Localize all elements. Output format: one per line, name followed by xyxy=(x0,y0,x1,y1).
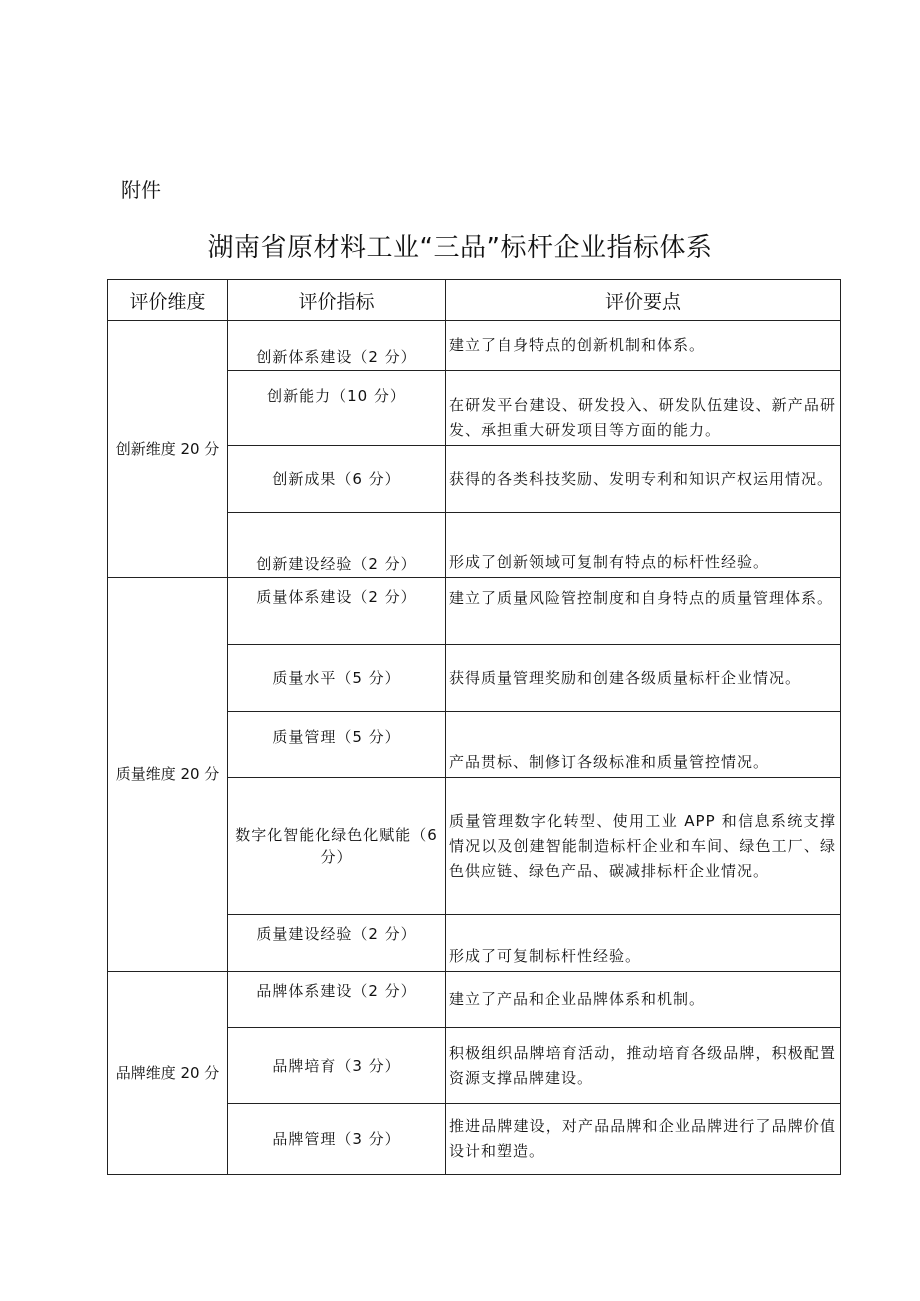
document-title: 湖南省原材料工业“三品”标杆企业指标体系 xyxy=(207,233,713,263)
table-row xyxy=(108,321,841,371)
point-cell: 在研发平台建设、研发投入、研发队伍建设、新产品研发、承担重大研发项目等方面的能力。 xyxy=(446,371,841,446)
point-cell: 建立了产品和企业品牌体系和机制。 xyxy=(446,972,841,1028)
indicator-cell: 创新建设经验（2 分） xyxy=(228,513,446,578)
indicator-cell: 品牌管理（3 分） xyxy=(228,1104,446,1175)
point-cell: 形成了可复制标杆性经验。 xyxy=(446,915,841,972)
point-cell: 形成了创新领域可复制有特点的标杆性经验。 xyxy=(446,513,841,578)
header-indicator: 评价指标 xyxy=(228,280,446,321)
indicator-cell: 数字化智能化绿色化赋能（6 分） xyxy=(228,778,446,915)
indicator-cell: 质量体系建设（2 分） xyxy=(228,578,446,645)
indicator-cell: 创新体系建设（2 分） xyxy=(228,321,446,371)
point-cell: 建立了自身特点的创新机制和体系。 xyxy=(446,321,841,371)
indicator-cell: 创新能力（10 分） xyxy=(228,371,446,446)
indicator-cell: 质量水平（5 分） xyxy=(228,645,446,712)
indicator-table xyxy=(107,279,841,1175)
dimension-cell: 创新维度 20 分 xyxy=(108,321,228,578)
attachment-label: 附件 xyxy=(121,178,161,202)
dimension-cell: 品牌维度 20 分 xyxy=(108,972,228,1175)
point-cell: 建立了质量风险管控制度和自身特点的质量管理体系。 xyxy=(446,578,841,645)
header-points: 评价要点 xyxy=(446,280,841,321)
indicator-cell: 品牌培育（3 分） xyxy=(228,1028,446,1104)
indicator-cell: 创新成果（6 分） xyxy=(228,446,446,513)
table-row xyxy=(108,578,841,645)
indicator-cell: 质量建设经验（2 分） xyxy=(228,915,446,972)
point-cell: 获得质量管理奖励和创建各级质量标杆企业情况。 xyxy=(446,645,841,712)
dimension-cell: 质量维度 20 分 xyxy=(108,578,228,972)
point-cell: 质量管理数字化转型、使用工业 APP 和信息系统支撑情况以及创建智能制造标杆企业和车间、绿色工厂、绿色供应链、绿色产品、碳减排标杆企业情况。 xyxy=(446,778,841,915)
header-dimension: 评价维度 xyxy=(108,280,228,321)
indicator-cell: 质量管理（5 分） xyxy=(228,712,446,778)
table-row xyxy=(108,972,841,1028)
point-cell: 积极组织品牌培育活动，推动培育各级品牌，积极配置资源支撑品牌建设。 xyxy=(446,1028,841,1104)
table-header-row xyxy=(108,280,841,321)
point-cell: 产品贯标、制修订各级标准和质量管控情况。 xyxy=(446,712,841,778)
point-cell: 获得的各类科技奖励、发明专利和知识产权运用情况。 xyxy=(446,446,841,513)
indicator-cell: 品牌体系建设（2 分） xyxy=(228,972,446,1028)
point-cell: 推进品牌建设，对产品品牌和企业品牌进行了品牌价值设计和塑造。 xyxy=(446,1104,841,1175)
